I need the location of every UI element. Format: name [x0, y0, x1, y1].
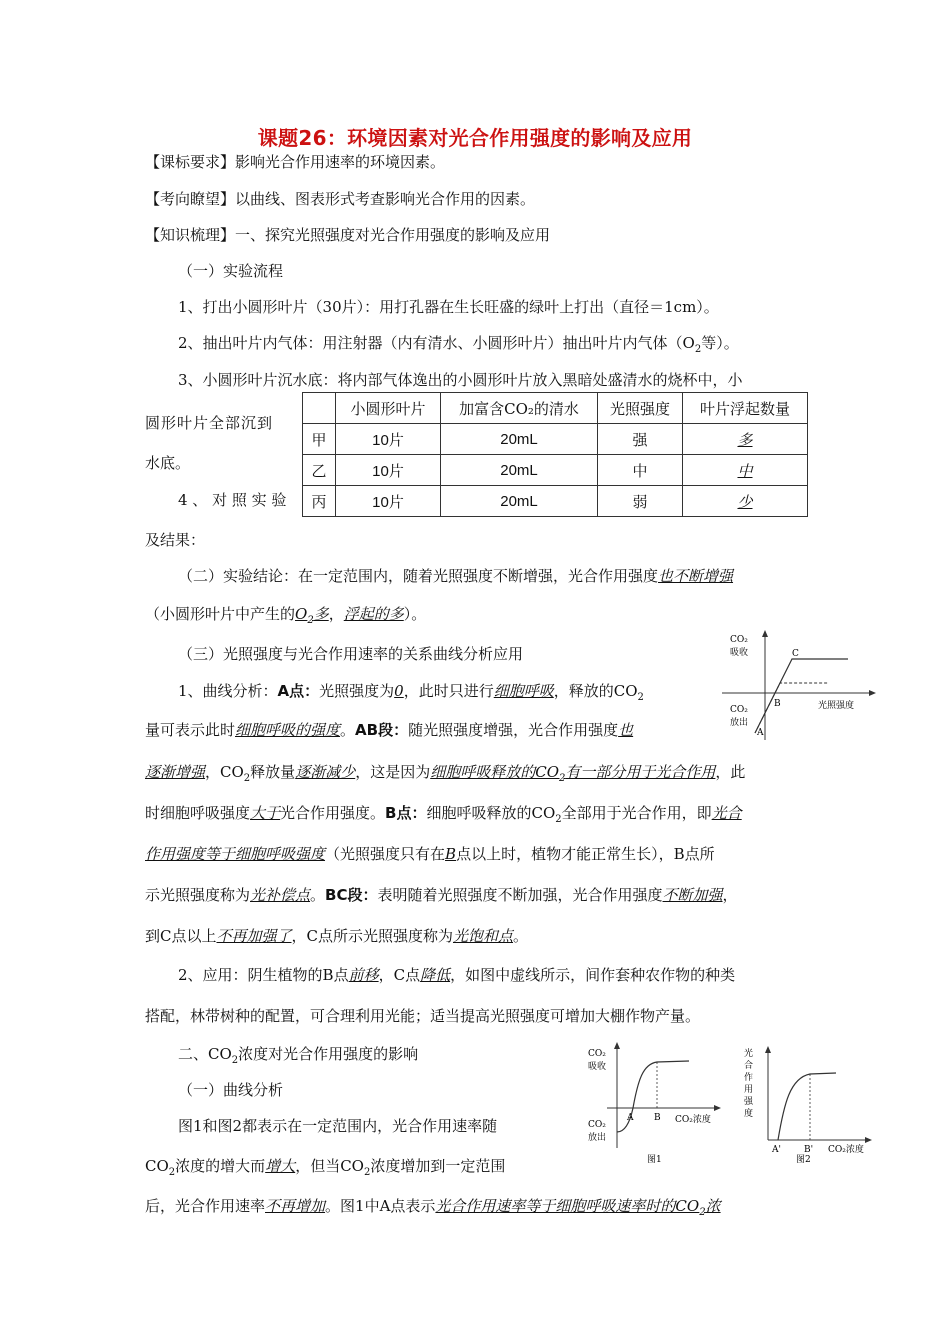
answer: 降低 — [420, 966, 451, 984]
text: 示光照强度称为 — [145, 886, 251, 904]
text: 浓度对光合作用强度的影响 — [238, 1045, 419, 1063]
float-answer: 浮起的多 — [343, 605, 404, 623]
curve-line-5 — [145, 844, 715, 864]
zhishi-text: 一、探究光照强度对光合作用强度的影响及应用 — [235, 226, 551, 244]
point-b: B — [774, 699, 781, 709]
table-cell: 10片 — [336, 486, 441, 517]
curve-line-2 — [145, 720, 633, 740]
table-cell: 多 — [683, 424, 808, 455]
text: 。图1中A点表示 — [325, 1197, 436, 1215]
zhishi-line — [145, 225, 550, 245]
sub: 2 — [555, 814, 562, 825]
comma: ， — [328, 605, 344, 623]
close-paren: ）。 — [403, 605, 427, 623]
point-a: A — [757, 728, 764, 738]
step-2-sub: 2 — [694, 344, 702, 355]
kaoxiang-text: 以曲线、图表形式考查影响光合作用的因素。 — [235, 190, 536, 208]
step-2-tail: 等）。 — [701, 334, 739, 352]
experiment-table — [302, 392, 808, 517]
table-cell: 20mL — [441, 424, 598, 455]
answer: 增大 — [265, 1157, 296, 1175]
section-1-2-cont — [145, 604, 426, 631]
kaoxiang-line — [145, 189, 535, 209]
step-1: 1、打出小圆形叶片（30片）：用打孔器在生长旺盛的绿叶上打出（直径＝1cm）。 — [178, 298, 719, 316]
x-axis-arrow — [714, 1105, 721, 1111]
step-3-cont: 圆形叶片全部沉到 — [145, 414, 274, 432]
text: 光照强度为 — [319, 682, 395, 700]
y-bottom-label-2: 放出 — [588, 1133, 607, 1143]
y-label-char: 度 — [744, 1109, 754, 1119]
point-a-label: A点： — [277, 682, 320, 700]
table-cell: 中 — [598, 455, 683, 486]
co2-figure-2 — [740, 1044, 880, 1170]
fig-text-3 — [145, 1196, 721, 1223]
sub: 2 — [363, 1167, 371, 1178]
light-curve — [755, 659, 848, 733]
co2-curve-2 — [778, 1073, 836, 1140]
answer-part: 细胞呼吸释放的CO — [430, 763, 559, 781]
sub: 2 — [699, 1207, 706, 1218]
answer — [435, 1197, 721, 1218]
y-label-char: 作 — [744, 1073, 754, 1083]
answer: 细胞呼吸 — [493, 682, 554, 700]
point-b-prime: B' — [804, 1145, 814, 1155]
fig-text-2 — [145, 1156, 505, 1183]
table-cell: 10片 — [336, 424, 441, 455]
point-b: B — [654, 1113, 661, 1123]
y-bottom-label-2: 放出 — [730, 718, 749, 728]
section-2 — [178, 1044, 418, 1071]
application-line — [178, 965, 735, 985]
y-bottom-label: CO₂ — [588, 1120, 606, 1130]
figure-caption: 图1 — [647, 1155, 662, 1165]
sub: 2 — [231, 1055, 239, 1066]
table-cell: 甲 — [303, 424, 336, 455]
table-header-cell: 光照强度 — [598, 393, 683, 424]
sub: 2 — [637, 692, 644, 703]
kebiao-line — [145, 152, 445, 172]
figure-caption: 图2 — [796, 1155, 811, 1165]
text: 。 — [310, 886, 326, 904]
section-2-1: （一）曲线分析 — [178, 1081, 284, 1099]
o2-answer: 多 — [313, 605, 329, 623]
text: （光照强度只有在 — [325, 845, 446, 863]
sub: 2 — [559, 773, 566, 784]
table-header-row — [303, 393, 808, 424]
curve-line-7 — [145, 926, 528, 946]
step-3-end: 水底。 — [145, 454, 191, 472]
text: 2、应用：阴生植物的B点 — [178, 966, 349, 984]
y-top-label: CO₂ — [588, 1049, 606, 1059]
y-top-label-2: 吸收 — [588, 1062, 607, 1072]
text: ，这是因为 — [355, 763, 431, 781]
answer-part: 有一部分用于光合作用 — [565, 763, 716, 781]
text: ，此时只进行 — [403, 682, 494, 700]
kebiao-label: 【课标要求】 — [145, 153, 236, 171]
text: ，C点所示光照强度称为 — [291, 927, 453, 945]
text: 。 — [513, 927, 529, 945]
text: 细胞呼吸释放的CO — [426, 804, 556, 822]
text: 时细胞呼吸强度 — [145, 804, 251, 822]
answer: 光合 — [711, 804, 742, 822]
sub: 2 — [243, 773, 251, 784]
answer: 光饱和点 — [452, 927, 513, 945]
answer: 不再加强了 — [216, 927, 292, 945]
answer: 光补偿点 — [250, 886, 311, 904]
x-label: CO₂浓度 — [675, 1115, 711, 1125]
y-bottom-label: CO₂ — [730, 705, 748, 715]
light-curve-figure — [720, 628, 880, 746]
y-axis-arrow — [762, 630, 768, 637]
table-cell: 丙 — [303, 486, 336, 517]
table-cell: 强 — [598, 424, 683, 455]
answer: 也 — [618, 721, 634, 739]
conclusion-note: （小圆形叶片中产生的 — [145, 605, 296, 623]
text: 。 — [340, 721, 356, 739]
table-header-cell — [303, 393, 336, 424]
step-2-text: 2、抽出叶片内气体：用注射器（内有清水、小圆形叶片）抽出叶片内气体（O — [178, 334, 695, 352]
table-cell: 弱 — [598, 486, 683, 517]
answer: 细胞呼吸的强度 — [235, 721, 341, 739]
zhishi-label: 【知识梳理】 — [145, 226, 236, 244]
answer: 大于 — [250, 804, 281, 822]
text: 随光照强度增强，光合作用强度 — [408, 721, 619, 739]
text: 释放量 — [250, 763, 296, 781]
bc-label: BC段： — [325, 886, 378, 904]
table-row — [303, 486, 808, 517]
table-cell: 10片 — [336, 455, 441, 486]
point-a: A — [627, 1113, 634, 1123]
application-line-2: 搭配，林带树种的配置，可合理利用光能；适当提高光照强度可增加大棚作物产量。 — [145, 1007, 701, 1025]
text: ，如图中虚线所示，间作套种农作物的种类 — [450, 966, 736, 984]
co2-figure-1 — [585, 1040, 725, 1170]
table-cell: 少 — [683, 486, 808, 517]
answer: 不断加强 — [662, 886, 723, 904]
answer: 作用强度等于细胞呼吸强度 — [145, 845, 326, 863]
step-3: 3、小圆形叶片沉水底：将内部气体逸出的小圆形叶片放入黑暗处盛清水的烧杯中，小 — [178, 371, 743, 389]
x-axis-arrow — [869, 690, 876, 696]
curve-line-3 — [145, 762, 745, 789]
kaoxiang-label: 【考向瞭望】 — [145, 190, 236, 208]
text: 量可表示此时 — [145, 721, 236, 739]
text: 全部用于光合作用，即 — [561, 804, 712, 822]
table-header-cell: 叶片浮起数量 — [683, 393, 808, 424]
point-b-label: B点： — [385, 804, 427, 822]
o2-symbol: O — [295, 605, 308, 623]
text: ，CO — [205, 763, 244, 781]
o2-sub: 2 — [307, 615, 314, 626]
table-row — [303, 455, 808, 486]
answer-part: 浓 — [705, 1197, 721, 1215]
text: ， — [722, 886, 738, 904]
section-1-2 — [178, 566, 733, 586]
table-cell: 乙 — [303, 455, 336, 486]
page-title: 课题26：环境因素对光合作用强度的影响及应用 — [257, 126, 693, 150]
answer: 前移 — [348, 966, 379, 984]
text: 后，光合作用速率 — [145, 1197, 266, 1215]
kebiao-text: 影响光合作用速率的环境因素。 — [235, 153, 446, 171]
y-axis-arrow — [614, 1042, 620, 1049]
text: ，释放的CO — [553, 682, 638, 700]
point-c: C — [792, 649, 799, 659]
step-4-end: 及结果： — [145, 531, 206, 549]
text: 表明随着光照强度不断加强，光合作用强度 — [377, 886, 663, 904]
text: CO — [145, 1157, 169, 1175]
answer-part: 光合作用速率等于细胞呼吸速率时的CO — [435, 1197, 700, 1215]
y-axis-arrow — [765, 1046, 771, 1053]
table-cell: 20mL — [441, 486, 598, 517]
text: 点以上时，植物才能正常生长），B点所 — [456, 845, 715, 863]
table-header-cell: 小圆形叶片 — [336, 393, 441, 424]
answer: 逐渐减少 — [295, 763, 356, 781]
text: ，但当CO — [295, 1157, 364, 1175]
x-label: CO₂浓度 — [828, 1145, 864, 1155]
answer: B — [445, 845, 457, 863]
section-1-1: （一）实验流程 — [178, 262, 284, 280]
answer: 不再增加 — [265, 1197, 326, 1215]
table-row — [303, 424, 808, 455]
text: 浓度的增大而 — [175, 1157, 266, 1175]
curve-line-1 — [178, 681, 644, 708]
y-label-char: 光 — [744, 1049, 754, 1059]
section-1-3: （三）光照强度与光合作用速率的关系曲线分析应用 — [178, 645, 524, 663]
x-axis-arrow — [865, 1137, 872, 1143]
x-label: 光照强度 — [818, 701, 855, 711]
curve-line-4 — [145, 803, 742, 830]
answer: 0 — [394, 682, 404, 700]
text: ，C点 — [378, 966, 421, 984]
answer: 逐渐增强 — [145, 763, 206, 781]
step-2 — [178, 333, 739, 360]
table-header-cell: 加富含CO₂的清水 — [441, 393, 598, 424]
y-label-char: 用 — [744, 1085, 754, 1095]
sub: 2 — [168, 1167, 176, 1178]
y-top-label-2: 吸收 — [730, 648, 749, 658]
text: 光合作用强度。 — [280, 804, 386, 822]
conclusion-text: （二）实验结论：在一定范围内，随着光照强度不断增强，光合作用强度 — [178, 567, 659, 585]
step-4: 4 、 对 照 实 验 — [178, 491, 287, 509]
text: 1、曲线分析： — [178, 682, 278, 700]
text: 二、CO — [178, 1045, 232, 1063]
table-cell: 中 — [683, 455, 808, 486]
text: 到C点以上 — [145, 927, 217, 945]
curve-line-6 — [145, 885, 738, 905]
ab-label: AB段： — [355, 721, 409, 739]
table-cell: 20mL — [441, 455, 598, 486]
fig-text-1: 图1和图2都表示在一定范围内，光合作用速率随 — [178, 1117, 498, 1135]
y-label-char: 合 — [744, 1061, 754, 1071]
answer — [430, 763, 716, 784]
conclusion-answer: 也不断增强 — [658, 567, 734, 585]
conclusion-answer-o2 — [295, 605, 329, 626]
text: 浓度增加到一定范围 — [370, 1157, 506, 1175]
point-a-prime: A' — [772, 1145, 781, 1155]
text: ，此 — [715, 763, 746, 781]
y-label-char: 强 — [744, 1097, 754, 1107]
y-top-label: CO₂ — [730, 635, 748, 645]
